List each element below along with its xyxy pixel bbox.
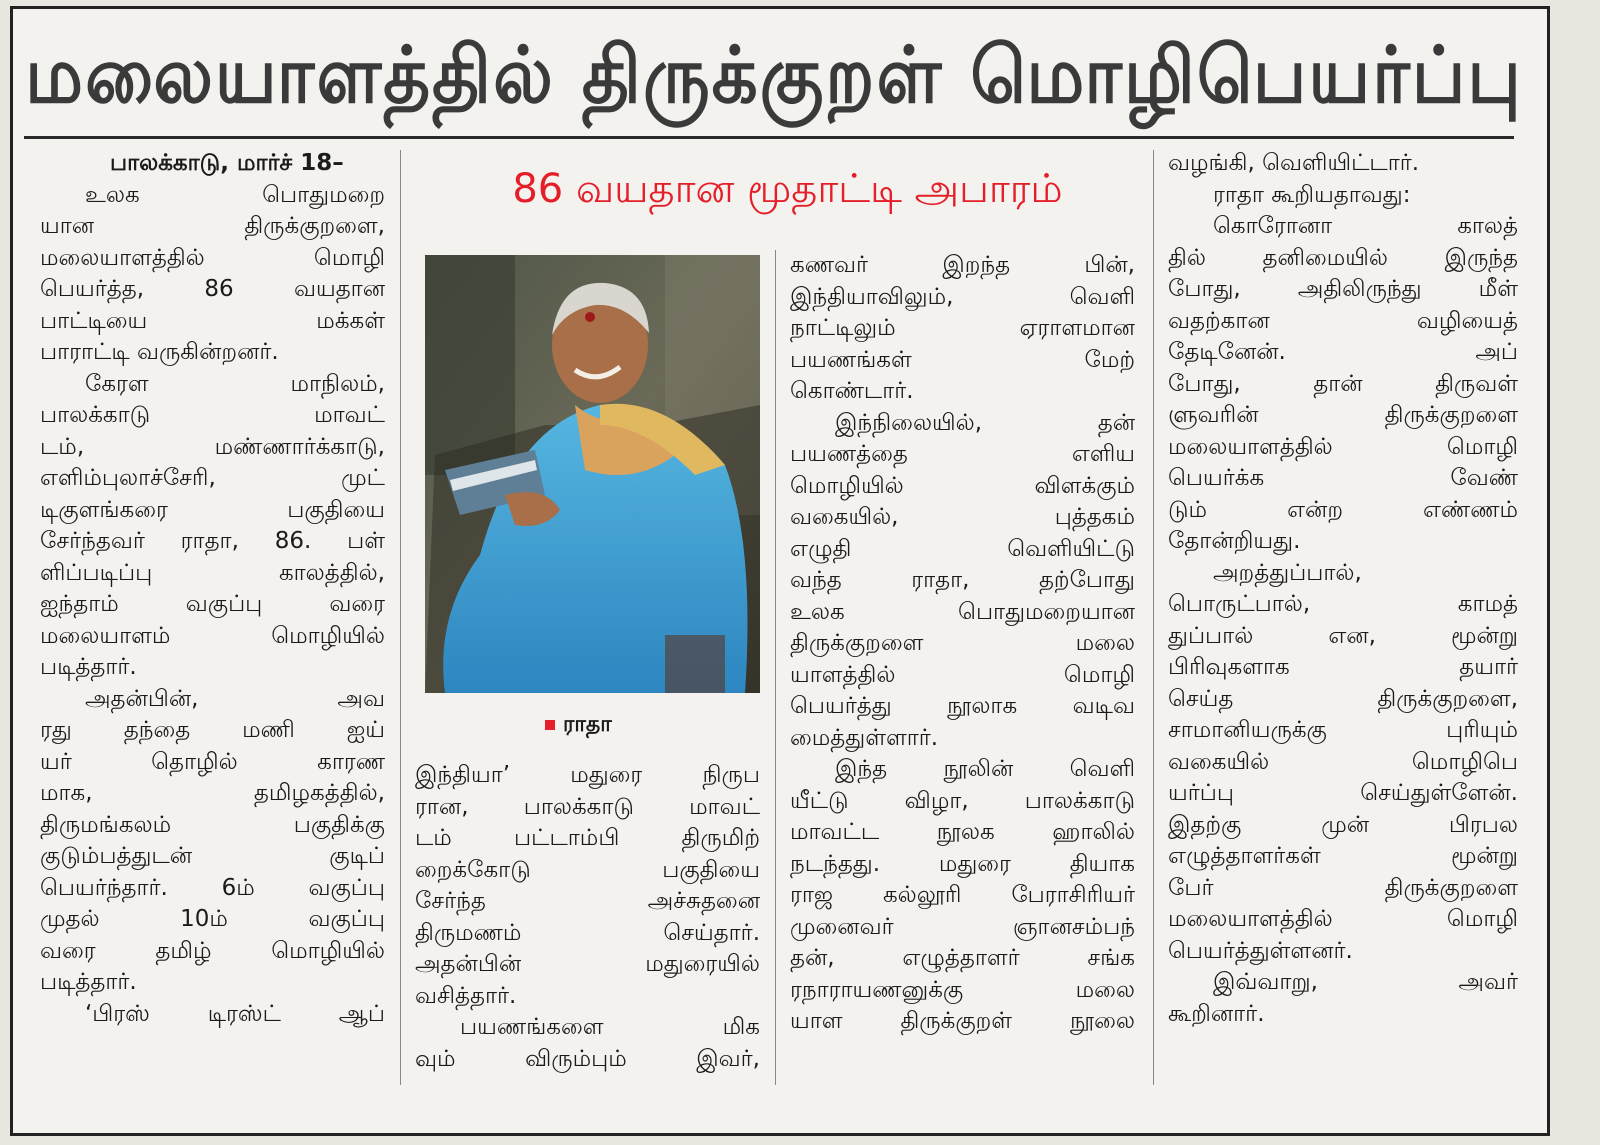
- article-column-1: [40, 148, 385, 1030]
- article-line: யர்ப்பு செய்துள்ளேன்.: [1168, 780, 1518, 806]
- article-line: குடும்பத்துடன் குடிப்: [40, 843, 385, 869]
- portrait-image: [425, 255, 760, 693]
- article-line: வந்த ராதா, தற்போது: [790, 567, 1135, 593]
- caption-text: ராதா: [563, 712, 612, 737]
- article-line: உலக பொதுமறையான: [790, 598, 1135, 625]
- article-line: சாமானியருக்கு புரியும்: [1168, 717, 1518, 743]
- article-line: எளிம்புலாச்சேரி, முட்: [40, 465, 385, 491]
- article-line: ரநாராயணனுக்கு மலை: [790, 976, 1135, 1003]
- article-line: பெயர்த்து நூலாக வடிவ: [790, 693, 1135, 719]
- photo-radha: [425, 255, 760, 693]
- article-line: நாட்டிலும் ஏராளமான: [790, 315, 1135, 341]
- article-line: ளுவரின் திருக்குறளை: [1168, 402, 1518, 428]
- article-line: படித்தார்.: [40, 969, 137, 995]
- article-line: வரை தமிழ் மொழியில்: [40, 937, 385, 964]
- article-line: போது, தான் திருவள்: [1168, 370, 1518, 397]
- article-column-4: [1168, 148, 1518, 1030]
- article-line: பெயர்க்க வேண்: [1168, 465, 1518, 491]
- article-line: பேர் திருக்குறளை: [1168, 874, 1518, 901]
- article-line: தில் தனிமையில் இருந்த: [1168, 244, 1518, 271]
- article-line: யான திருக்குறளை,: [40, 213, 385, 239]
- article-line: கொரோனா காலத்: [1213, 213, 1518, 239]
- article-line: யாள திருக்குறள் நூலை: [790, 1008, 1135, 1034]
- subheadline: 86 வயதான மூதாட்டி அபாரம்: [512, 166, 1063, 212]
- article-line: நடந்தது. மதுரை தியாக: [790, 850, 1135, 877]
- article-line: ராதா கூறியதாவது:: [1213, 181, 1411, 208]
- article-line: திருமங்கலம் பகுதிக்கு: [40, 811, 385, 838]
- article-line: தோன்றியது.: [1168, 528, 1301, 554]
- article-line: அதன்பின் மதுரையில்: [415, 951, 760, 977]
- article-line: கேரள மாநிலம்,: [85, 370, 385, 397]
- article-line: யர் தொழில் காரண: [40, 748, 385, 775]
- article-line: வகையில், புத்தகம்: [790, 504, 1135, 530]
- article-line: கொண்டார்.: [790, 378, 914, 404]
- article-line: ஐந்தாம் வகுப்பு வரை: [40, 591, 385, 617]
- article-line: வழங்கி, வெளியிட்டார்.: [1168, 150, 1420, 176]
- article-line: போது, அதிலிருந்து மீள்: [1168, 276, 1518, 302]
- article-line: ளிப்படிப்பு காலத்தில்,: [40, 559, 385, 586]
- article-line: படித்தார்.: [40, 654, 137, 680]
- article-line: சேர்ந்தவர் ராதா, 86. பள்: [40, 528, 385, 554]
- article-line: கூறினார்.: [1168, 1000, 1265, 1027]
- column-divider: [400, 150, 401, 1085]
- article-line: மலையாளத்தில் மொழி: [1168, 433, 1518, 460]
- article-line: பயணங்கள் மேற்: [790, 346, 1135, 373]
- article-line: பிரிவுகளாக தயார்: [1168, 654, 1518, 680]
- article-line: இவ்வாறு, அவர்: [1213, 969, 1518, 995]
- article-line: தேடினேன். அப்: [1168, 339, 1518, 365]
- article-line: இதற்கு முன் பிரபல: [1168, 811, 1518, 838]
- article-line: அதன்பின், அவ: [85, 685, 385, 712]
- article-line: வசித்தார்.: [415, 982, 517, 1009]
- article-line: பெயர்ந்தார். 6ம் வகுப்பு: [40, 874, 385, 901]
- article-line: பாட்டியை மக்கள்: [40, 307, 385, 334]
- article-line: கணவர் இறந்த பின்,: [790, 252, 1135, 278]
- article-line: மாக, தமிழகத்தில்,: [40, 780, 385, 806]
- article-line: மொழியில் விளக்கும்: [790, 472, 1135, 499]
- article-line: பாலக்காடு மாவட்: [40, 402, 385, 428]
- column-divider: [775, 250, 776, 1085]
- article-line: வதற்கான வழியைத்: [1168, 307, 1518, 334]
- article-line: அறத்துப்பால்,: [1213, 559, 1362, 586]
- article-line: பெயர்த்த, 86 வயதான: [40, 276, 385, 302]
- article-line: உலக பொதுமறை: [85, 181, 385, 208]
- article-line: றைக்கோடு பகுதியை: [415, 856, 760, 883]
- article-line: பெயர்த்துள்ளனர்.: [1168, 937, 1353, 964]
- article-line: திருக்குறளை மலை: [790, 630, 1135, 656]
- article-line: செய்த திருக்குறளை,: [1168, 685, 1518, 712]
- article-line: டம், மண்ணார்க்காடு,: [40, 433, 385, 460]
- article-line: டும் என்ற எண்ணம்: [1168, 496, 1518, 523]
- article-line: மலையாளத்தில் மொழி: [1168, 906, 1518, 932]
- article-line: இந்நிலையில், தன்: [835, 409, 1135, 436]
- article-line: இந்தியா’ மதுரை நிருப: [415, 762, 760, 788]
- headline-rule: [24, 136, 1514, 139]
- article-line: பொருட்பால், காமத்: [1168, 591, 1518, 617]
- article-line: யாளத்தில் மொழி: [790, 661, 1135, 688]
- article-line: வகையில் மொழிபெ: [1168, 748, 1518, 775]
- article-line: எழுத்தாளர்கள் மூன்று: [1168, 843, 1518, 869]
- article-line: இந்த நூலின் வெளி: [835, 756, 1135, 782]
- article-line: சேர்ந்த அச்சுதனை: [415, 888, 760, 914]
- article-line: முதல் 10ம் வகுப்பு: [40, 906, 385, 932]
- article-line: வும் விரும்பும் இவர்,: [415, 1045, 760, 1072]
- article-line: இந்தியாவிலும், வெளி: [790, 283, 1135, 310]
- article-line: திருமணம் செய்தார்.: [415, 919, 760, 946]
- article-line: டம் பட்டாம்பி திருமிற்: [415, 825, 760, 851]
- article-line: யீட்டு விழா, பாலக்காடு: [790, 787, 1135, 814]
- headline: மலையாளத்தில் திருக்குறள் மொழிபெயர்ப்பு: [25, 29, 1523, 121]
- article-line: எழுதி வெளியிட்டு: [790, 535, 1135, 562]
- article-line: ரது தந்தை மணி ஐய்: [40, 717, 385, 743]
- article-line: பாராட்டி வருகின்றனர்.: [40, 339, 279, 365]
- article-column-3: [790, 250, 1135, 1038]
- photo-caption: [545, 712, 612, 740]
- article-line: மைத்துள்ளார்.: [790, 724, 939, 751]
- article-line: மாவட்ட நூலக ஹாலில்: [790, 819, 1135, 845]
- article-line: பயணத்தை எளிய: [790, 441, 1135, 467]
- article-line: ரான, பாலக்காடு மாவட்: [415, 793, 760, 820]
- article-line: மலையாளம் மொழியில்: [40, 622, 385, 649]
- article-line: துப்பால் என, மூன்று: [1168, 622, 1518, 649]
- article-line: ராஜ கல்லூரி பேராசிரியர்: [790, 882, 1135, 908]
- article-line: பாலக்காடு, மார்ச் 18–: [110, 150, 344, 176]
- article-line: பயணங்களை மிக: [460, 1014, 760, 1040]
- article-line: மலையாளத்தில் மொழி: [40, 244, 385, 271]
- article-column-2: [415, 760, 760, 1075]
- article-line: முனைவர் ஞானசம்பந்: [790, 913, 1135, 940]
- article-line: ‘பிரஸ் டிரஸ்ட் ஆப்: [85, 1000, 385, 1027]
- column-divider: [1153, 150, 1154, 1085]
- article-line: டிகுளங்கரை பகுதியை: [40, 496, 385, 523]
- caption-marker-icon: [545, 720, 555, 730]
- article-line: தன், எழுத்தாளர் சங்க: [790, 945, 1135, 971]
